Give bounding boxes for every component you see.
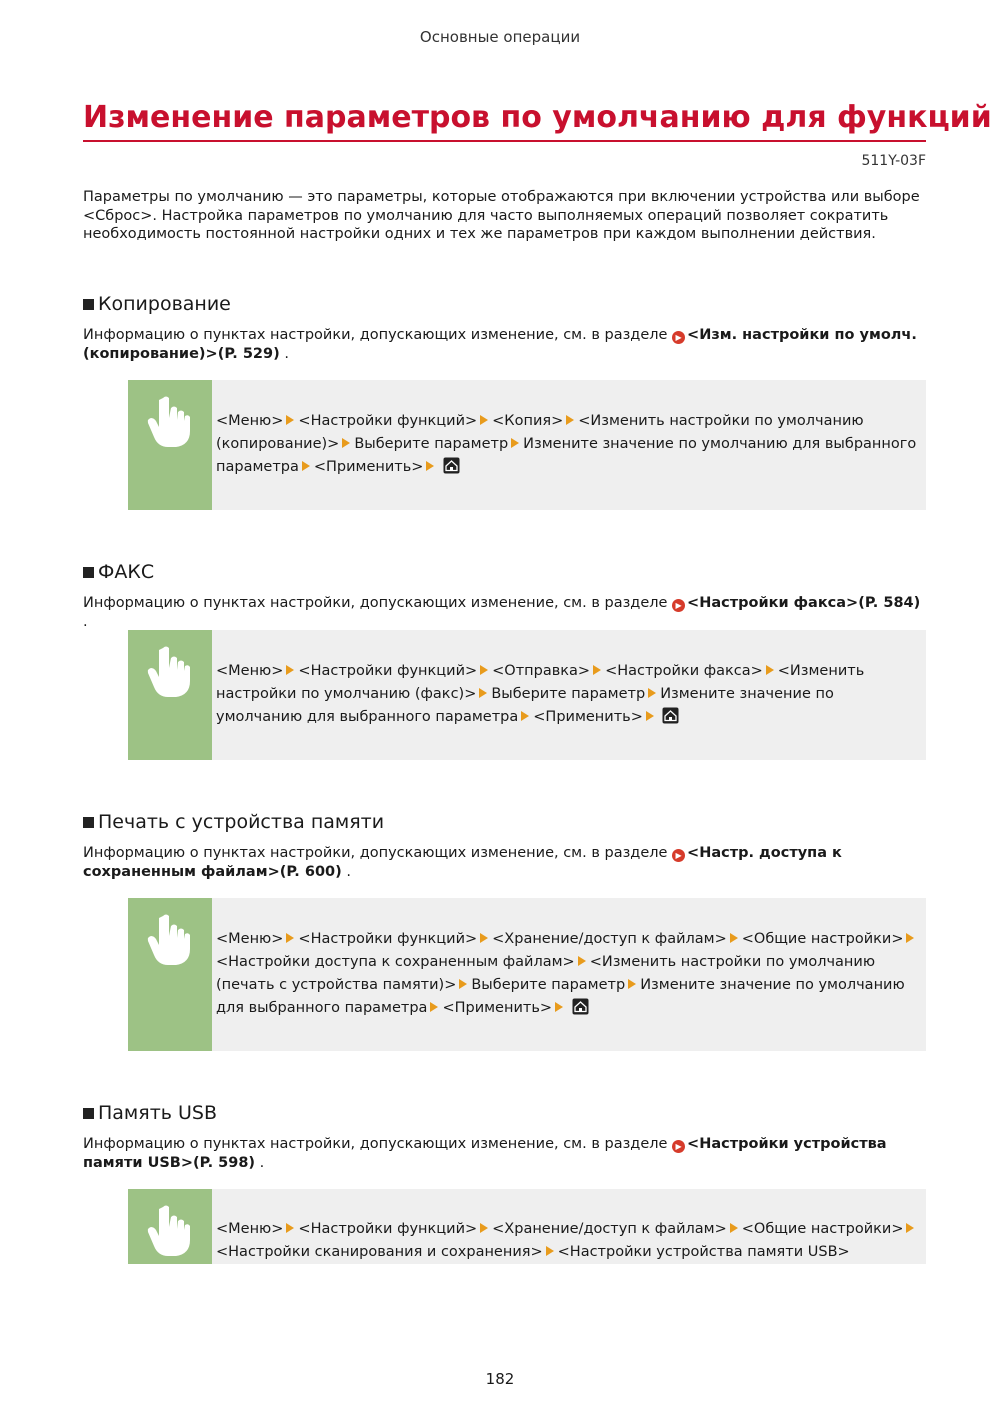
home-key-icon — [572, 998, 589, 1015]
orange-arrow-icon — [546, 1246, 554, 1256]
ref-suffix: . — [259, 1154, 265, 1171]
step: <Изменить настройки по умолчанию (копирование)> — [216, 413, 864, 452]
procedure-box-fax — [128, 630, 926, 760]
procedure-sidebar — [128, 898, 212, 1051]
step: <Изменить настройки по умолчанию (факс)> — [216, 663, 865, 702]
orange-arrow-icon — [430, 1002, 438, 1012]
section-ref-memory-print — [83, 844, 926, 881]
section-heading-copy — [83, 293, 231, 315]
orange-arrow-icon — [566, 415, 574, 425]
orange-arrow-icon — [730, 1223, 738, 1233]
step: <Настройки сканирования и сохранения> — [216, 1244, 543, 1260]
orange-arrow-icon — [906, 933, 914, 943]
section-heading-fax — [83, 561, 154, 583]
procedure-steps — [216, 410, 924, 479]
orange-arrow-icon — [648, 688, 656, 698]
step: Измените значение по умолчанию для выбранного параметра — [216, 686, 834, 725]
orange-arrow-icon — [521, 711, 529, 721]
orange-arrow-icon — [426, 461, 434, 471]
step: <Копия> — [492, 413, 564, 429]
section-ref-copy — [83, 326, 926, 363]
ref-link-usb[interactable]: <Настройки устройства памяти USB>(P. 598) — [83, 1136, 887, 1171]
section-ref-usb — [83, 1135, 926, 1172]
step: Измените значение по умолчанию для выбранного параметра — [216, 436, 917, 475]
orange-arrow-icon — [511, 438, 519, 448]
orange-arrow-icon — [578, 956, 586, 966]
reference-arrow-icon: ▶ — [672, 599, 685, 612]
orange-arrow-icon — [906, 1223, 914, 1233]
procedure-sidebar — [128, 380, 212, 510]
heading-square-icon — [83, 817, 94, 828]
step: Выберите параметр — [491, 686, 646, 702]
step: <Общие настройки> — [741, 1221, 904, 1237]
heading-square-icon — [83, 1108, 94, 1119]
orange-arrow-icon — [628, 979, 636, 989]
heading-square-icon — [83, 299, 94, 310]
orange-arrow-icon — [342, 438, 350, 448]
step: <Меню> — [216, 1221, 284, 1237]
step: <Меню> — [216, 413, 284, 429]
orange-arrow-icon — [286, 415, 294, 425]
orange-arrow-icon — [302, 461, 310, 471]
orange-arrow-icon — [730, 933, 738, 943]
section-ref-fax — [83, 594, 926, 631]
ref-prefix: Информацию о пунктах настройки, допускающих изменение, см. в разделе — [83, 595, 668, 611]
section-heading-label: Память USB — [98, 1102, 218, 1124]
step: <Меню> — [216, 931, 284, 947]
step: <Применить> — [442, 1000, 553, 1016]
procedure-box-memory-print — [128, 898, 926, 1051]
orange-arrow-icon — [286, 1223, 294, 1233]
orange-arrow-icon — [480, 933, 488, 943]
step: <Настройки функций> — [298, 413, 478, 429]
ref-suffix: . — [83, 613, 88, 630]
orange-arrow-icon — [555, 1002, 563, 1012]
step: <Настройки функций> — [298, 931, 478, 947]
ref-link-memory-print[interactable]: <Настр. доступа к сохраненным файлам>(P. 600) — [83, 845, 842, 880]
ref-prefix: Информацию о пунктах настройки, допускающих изменение, см. в разделе — [83, 845, 668, 861]
ref-suffix: . — [346, 863, 351, 880]
orange-arrow-icon — [593, 665, 601, 675]
procedure-sidebar — [128, 630, 212, 760]
step: <Настройки факса> — [605, 663, 763, 679]
title-rule — [83, 140, 926, 142]
step: Выберите параметр — [354, 436, 509, 452]
orange-arrow-icon — [646, 711, 654, 721]
heading-square-icon — [83, 567, 94, 578]
orange-arrow-icon — [459, 979, 467, 989]
page-title: Изменение параметров по умолчанию для функций — [83, 100, 992, 135]
section-heading-label: Печать с устройства памяти — [98, 811, 385, 833]
step: <Меню> — [216, 663, 284, 679]
reference-arrow-icon: ▶ — [672, 849, 685, 862]
step: <Настройки функций> — [298, 663, 478, 679]
section-heading-usb — [83, 1102, 217, 1124]
procedure-box-usb — [128, 1189, 926, 1264]
hand-pointer-icon — [147, 644, 193, 700]
step: <Настройки устройства памяти USB> — [557, 1244, 850, 1260]
hand-pointer-icon — [147, 394, 193, 450]
home-key-icon — [443, 457, 460, 474]
orange-arrow-icon — [766, 665, 774, 675]
procedure-steps — [216, 660, 924, 729]
orange-arrow-icon — [480, 665, 488, 675]
intro-paragraph: Параметры по умолчанию — это параметры, которые отображаются при включении устройства или выборе <Сброс>. Настройка параметров по умолчанию для часто выполняемых операций позволяет сократить необходимость постоянной настройки одних и тех же параметров при каждом выполнении действия. — [83, 189, 920, 242]
hand-pointer-icon — [147, 912, 193, 968]
ref-link-copy[interactable]: <Изм. настройки по умолч. (копирование)>(P. 529) — [83, 327, 917, 362]
home-key-icon — [662, 707, 679, 724]
step: <Хранение/доступ к файлам> — [492, 1221, 727, 1237]
doc-code: 511Y-03F — [861, 153, 926, 169]
step: <Настройки функций> — [298, 1221, 478, 1237]
procedure-steps — [216, 1218, 924, 1264]
ref-suffix: . — [284, 345, 289, 362]
orange-arrow-icon — [286, 665, 294, 675]
page-number: 182 — [485, 1370, 515, 1388]
running-header: Основные операции — [419, 28, 581, 46]
reference-arrow-icon: ▶ — [672, 1140, 685, 1153]
ref-prefix: Информацию о пунктах настройки, допускающих изменение, см. в разделе — [83, 327, 668, 343]
step: Выберите параметр — [471, 977, 626, 993]
section-heading-label: ФАКС — [98, 561, 155, 583]
reference-arrow-icon: ▶ — [672, 331, 685, 344]
orange-arrow-icon — [286, 933, 294, 943]
ref-link-fax[interactable]: <Настройки факса>(P. 584) — [687, 595, 921, 611]
step: <Хранение/доступ к файлам> — [492, 931, 727, 947]
step: <Изменить настройки по умолчанию (печать с устройства памяти)> — [216, 954, 876, 993]
step: Измените значение по умолчанию для выбранного параметра — [216, 977, 905, 1016]
section-heading-memory-print — [83, 811, 384, 833]
hand-pointer-icon — [147, 1203, 193, 1259]
procedure-steps — [216, 928, 924, 1020]
step: <Применить> — [533, 709, 643, 725]
orange-arrow-icon — [479, 688, 487, 698]
procedure-sidebar — [128, 1189, 212, 1264]
step: <Отправка> — [492, 663, 591, 679]
step: <Настройки доступа к сохраненным файлам> — [216, 954, 575, 970]
step: <Общие настройки> — [741, 931, 904, 947]
procedure-box-copy — [128, 380, 926, 510]
step: <Применить> — [313, 459, 424, 475]
section-heading-label: Копирование — [98, 293, 231, 315]
ref-prefix: Информацию о пунктах настройки, допускающих изменение, см. в разделе — [83, 1136, 668, 1152]
orange-arrow-icon — [480, 415, 488, 425]
orange-arrow-icon — [480, 1223, 488, 1233]
